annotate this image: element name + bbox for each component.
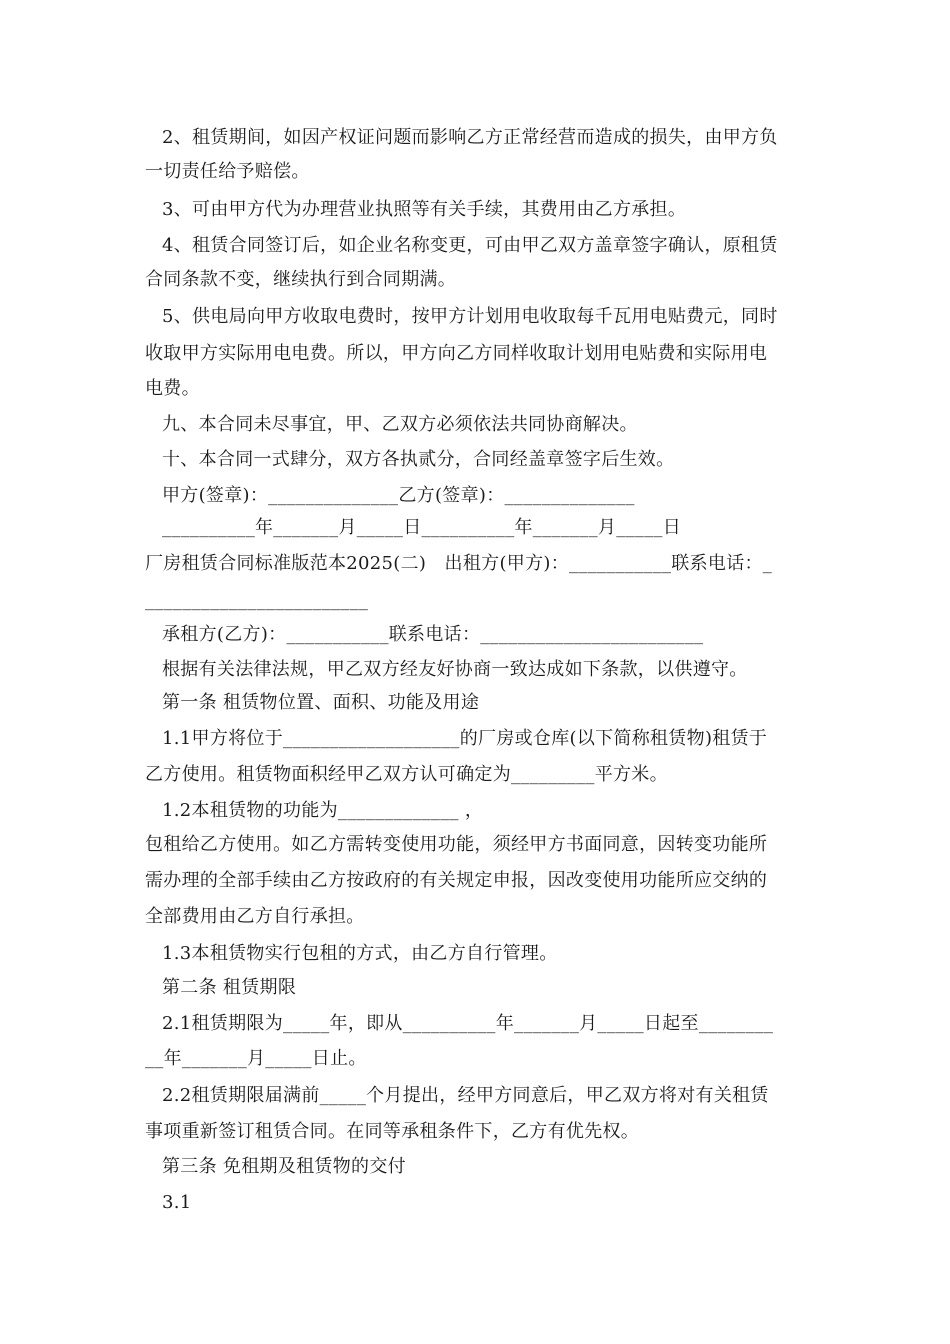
section-heading: 第三条 免租期及租赁物的交付 [162, 1156, 406, 1177]
paragraph-line: 1.1甲方将位于___________________的厂房或仓库(以下简称租赁物)租赁于 [162, 728, 768, 749]
paragraph-line: 包租给乙方使用。如乙方需转变使用功能，须经甲方书面同意，因转变功能所 [145, 834, 768, 855]
section-heading: 第二条 租赁期限 [162, 977, 297, 998]
paragraph-line: 5、供电局向甲方收取电费时，按甲方计划用电收取每千瓦用电贴费元，同时 [162, 306, 778, 327]
contract-title-line: 厂房租赁合同标准版范本2025(二) 出租方(甲方)：___________联系电话：_ [145, 553, 773, 574]
paragraph-line: 收取甲方实际用电电费。所以，甲方向乙方同样收取计划用电贴费和实际用电 [145, 343, 768, 364]
paragraph-line: 全部费用由乙方自行承担。 [145, 906, 365, 927]
signature-line: 甲方(签章)：______________乙方(签章)：______________ [162, 485, 635, 506]
date-line: __________年_______月_____日__________年_______月_____日 [162, 517, 681, 538]
section-heading: 第一条 租赁物位置、面积、功能及用途 [162, 692, 480, 713]
paragraph-line: 乙方使用。租赁物面积经甲乙双方认可确定为_________平方米。 [145, 764, 668, 785]
paragraph-line: ________________________ [145, 590, 369, 611]
paragraph-line: 需办理的全部手续由乙方按政府的有关规定申报，因改变使用功能所应交纳的 [145, 870, 768, 891]
paragraph-line: 一切责任给予赔偿。 [145, 161, 310, 182]
paragraph-line: 事项重新签订租赁合同。在同等承租条件下，乙方有优先权。 [145, 1121, 640, 1142]
paragraph-line: 4、租赁合同签订后，如企业名称变更，可由甲乙双方盖章签字确认，原租赁 [162, 235, 778, 256]
paragraph-line: 2、租赁期间，如因产权证问题而影响乙方正常经营而造成的损失，由甲方负 [162, 127, 778, 148]
paragraph-line: 2.2租赁期限届满前_____个月提出，经甲方同意后，甲乙双方将对有关租赁 [162, 1085, 769, 1106]
paragraph-line: 根据有关法律法规，甲乙双方经友好协商一致达成如下条款，以供遵守。 [162, 659, 748, 680]
paragraph-line: 3、可由甲方代为办理营业执照等有关手续，其费用由乙方承担。 [162, 199, 687, 220]
paragraph-line: 3.1 [162, 1192, 192, 1213]
paragraph-line: 1.2本租赁物的功能为_____________ ， [162, 800, 484, 821]
paragraph-line: 合同条款不变，继续执行到合同期满。 [145, 269, 457, 290]
paragraph-line: __年_______月_____日止。 [145, 1048, 367, 1069]
paragraph-line: 1.3本租赁物实行包租的方式，由乙方自行管理。 [162, 943, 558, 964]
paragraph-line: 2.1租赁期限为_____年，即从__________年_______月_____日起至________ [162, 1013, 774, 1034]
paragraph-line: 十、本合同一式肆分，双方各执贰分，合同经盖章签字后生效。 [162, 449, 675, 470]
paragraph-line: 电费。 [145, 378, 200, 399]
paragraph-line: 承租方(乙方)：___________联系电话：________________________ [162, 624, 704, 645]
paragraph-line: 九、本合同未尽事宜，甲、乙双方必须依法共同协商解决。 [162, 414, 638, 435]
